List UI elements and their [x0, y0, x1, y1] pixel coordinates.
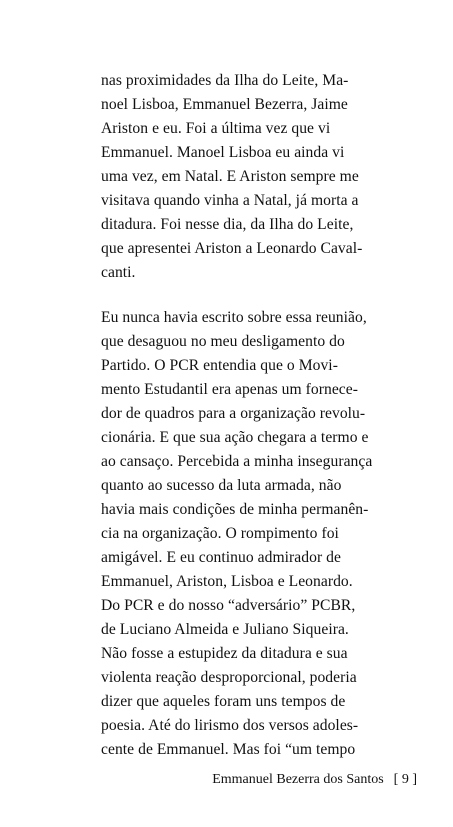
paragraph-2-line-9: havia mais condições de minha permanên- [101, 501, 369, 518]
paragraph-2-line-4: mento Estudantil era apenas um fornece- [101, 381, 358, 398]
paragraph-1-line-9: canti. [101, 264, 136, 281]
paragraph-2-line-17: dizer que aqueles foram uns tempos de [101, 693, 346, 710]
paragraph-2-line-2: que desaguou no meu desligamento do [101, 333, 345, 350]
paragraph-1-line-2: noel Lisboa, Emmanuel Bezerra, Jaime [101, 96, 348, 113]
paragraph-1-line-8: que apresentei Ariston a Leonardo Caval- [101, 240, 363, 257]
paragraph-2-line-3: Partido. O PCR entendia que o Movi- [101, 357, 338, 374]
paragraph-2-line-5: dor de quadros para a organização revolu- [101, 405, 366, 422]
page-footer [212, 771, 417, 789]
paragraph-2-line-7: ao cansaço. Percebida a minha insegurança [101, 453, 373, 470]
running-title: Emmanuel Bezerra dos Santos [212, 772, 384, 787]
paragraph-2-line-19: cente de Emmanuel. Mas foi “um tempo [101, 741, 356, 758]
paragraph-2-line-1: Eu nunca havia escrito sobre essa reunião, [101, 309, 367, 326]
paragraph-1-line-1: nas proximidades da Ilha do Leite, Ma- [101, 72, 349, 89]
paragraph-2-line-15: Não fosse a estupidez da ditadura e sua [101, 645, 348, 662]
paragraph-2-line-18: poesia. Até do lirismo dos versos adoles- [101, 717, 359, 734]
paragraph-2-line-12: Emmanuel, Ariston, Lisboa e Leonardo. [101, 573, 353, 590]
paragraph-2-line-6: cionária. E que sua ação chegara a termo e [101, 429, 369, 446]
paragraph-2-line-10: cia na organização. O rompimento foi [101, 525, 339, 542]
paragraph-2-line-14: de Luciano Almeida e Juliano Siqueira. [101, 621, 349, 638]
paragraph-2-line-8: quanto ao sucesso da luta armada, não [101, 477, 342, 494]
paragraph-1-line-7: ditadura. Foi nesse dia, da Ilha do Leite, [101, 216, 354, 233]
paragraph-2-line-11: amigável. E eu continuo admirador de [101, 549, 341, 566]
paragraph-1-line-5: uma vez, em Natal. E Ariston sempre me [101, 168, 359, 185]
paragraph-2-line-16: violenta reação desproporcional, poderia [101, 669, 357, 686]
paragraph-1-line-4: Emmanuel. Manoel Lisboa eu ainda vi [101, 144, 345, 161]
page-number: [ 9 ] [393, 772, 417, 787]
paragraph-2-line-13: Do PCR e do nosso “adversário” PCBR, [101, 597, 356, 614]
paragraph-1-line-3: Ariston e eu. Foi a última vez que vi [101, 120, 331, 137]
paragraph-1-line-6: visitava quando vinha a Natal, já morta a [101, 192, 359, 209]
